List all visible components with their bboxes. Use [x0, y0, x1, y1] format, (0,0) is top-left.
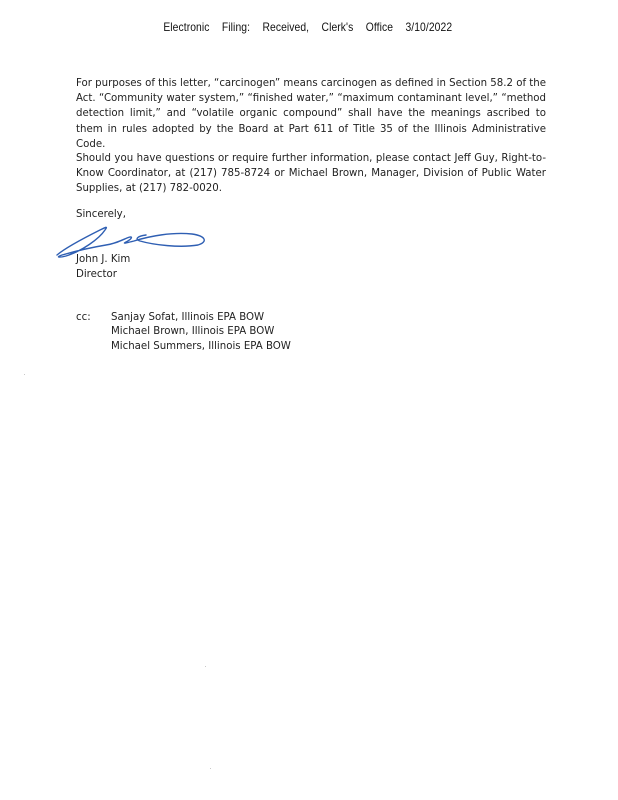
scan-speck [24, 374, 25, 375]
scan-speck [210, 768, 211, 769]
signer-name: John J. Kim [76, 254, 131, 265]
contact-paragraph: Should you have questions or require further information, please contact Jeff Guy, Right-to-Know Coordinator, at (217) 785-8724 or Michael Brown, Manager, Division of Public Water Supplies, at (217) 782-0020. [76, 153, 546, 195]
cc-label: cc: [76, 312, 91, 323]
cc-recipient: Michael Summers, Illinois EPA BOW [111, 340, 291, 352]
signature-block [76, 252, 130, 282]
cc-recipient: Michael Brown, Illinois EPA BOW [111, 326, 275, 338]
scan-speck [205, 666, 206, 667]
filing-stamp-header: Electronic Filing: Received, Clerk's Office 3/10/2022 [163, 20, 453, 34]
cc-recipient: Sanjay Sofat, Illinois EPA BOW [111, 312, 265, 323]
closing-salutation: Sincerely, [76, 209, 126, 220]
signer-title: Director [76, 269, 117, 281]
definitions-paragraph: For purposes of this letter, “carcinogen” means carcinogen as defined in Section 58.2 of the Act. “Community water system,” “finished water,” “maximum contaminant level,” “method detection limit,” and “volatile organic compound” shall have the meanings ascribed to them in rules adopted by the Board at Part 611 of Title 35 of the Illinois Administrative Code. [76, 78, 546, 150]
cc-recipient-list [111, 311, 291, 354]
